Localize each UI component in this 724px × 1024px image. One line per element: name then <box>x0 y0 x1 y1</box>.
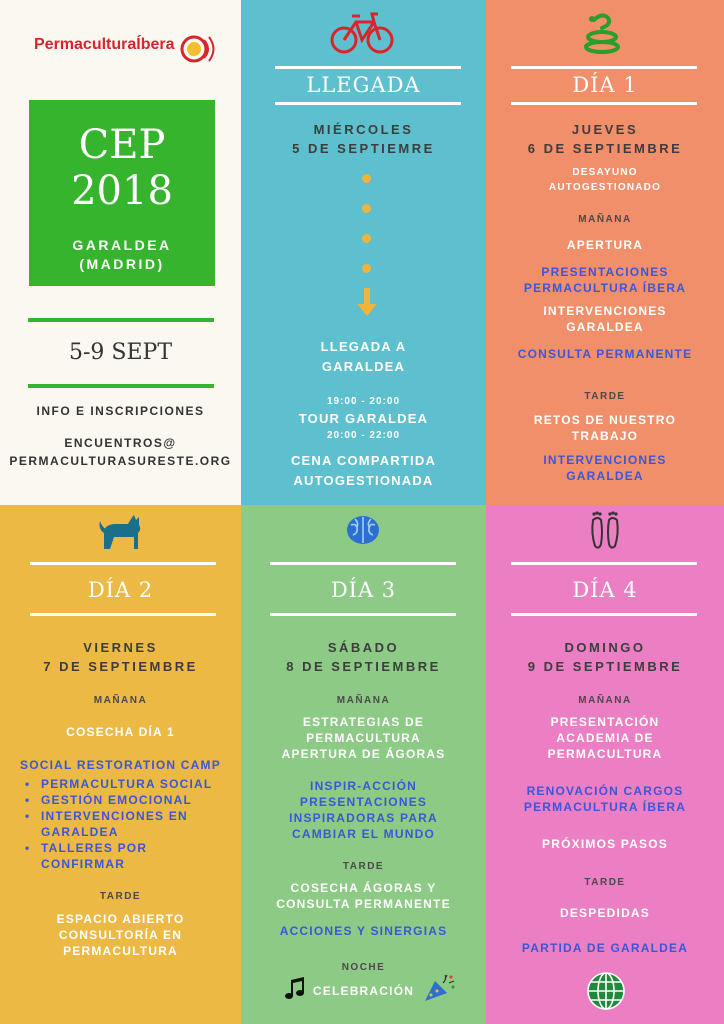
dia3-inspiraccion <box>241 778 486 842</box>
activity-tour: TOUR GARALDEA <box>298 411 429 426</box>
place-line2: (MADRID) <box>79 256 165 272</box>
logo-target-icon <box>180 34 220 64</box>
dia1-intervenciones-tarde <box>486 452 724 484</box>
dia1-intervenciones <box>486 303 724 335</box>
dia3-cosecha <box>241 880 486 912</box>
llegada-bar-top <box>275 66 461 69</box>
intervenciones-line2: GARALDEA <box>566 320 644 334</box>
list-item: • PERMACULTURA SOCIAL <box>19 776 229 792</box>
cosecha-line1: COSECHA ÁGORAS Y <box>290 881 437 895</box>
timeline-dot <box>362 174 371 183</box>
presentacion-line2: ACADEMIA DE <box>556 731 654 745</box>
llegada-bar-bottom <box>275 102 461 105</box>
dia2-heading: DÍA 2 <box>87 578 154 602</box>
logo-text: PermaculturaÍbera <box>34 36 175 53</box>
timeline-dot <box>362 264 371 273</box>
presentaciones-line1: PRESENTACIONES <box>541 265 669 279</box>
cep-place <box>29 236 215 274</box>
dia3-day: SÁBADO <box>327 640 400 655</box>
dia1-presentaciones <box>486 264 724 296</box>
dia4-bar-bottom <box>511 613 697 616</box>
estrategias-line2: PERMACULTURA <box>306 731 421 745</box>
dia1-bar-top <box>511 66 697 69</box>
brain-icon <box>345 513 381 547</box>
snake-icon <box>580 10 626 56</box>
cat-icon <box>96 511 146 555</box>
dia4-panel <box>486 505 724 1024</box>
intro-panel <box>0 0 241 505</box>
intervenciones-tarde-line1: INTERVENCIONES <box>543 453 667 467</box>
dia1-day: JUEVES <box>571 122 639 137</box>
dia2-date: 7 DE SEPTIEMBRE <box>43 659 198 674</box>
dia1-bar-bottom <box>511 102 697 105</box>
cep-title-line1: CEP <box>78 122 166 168</box>
info-label: INFO E INSCRIPCIONES <box>36 404 205 418</box>
dia1-afternoon-label: TARDE <box>584 391 626 402</box>
time2: 20:00 - 22:00 <box>326 430 401 441</box>
dia4-proximos: PRÓXIMOS PASOS <box>542 837 668 851</box>
dia3-date: 8 DE SEPTIEMBRE <box>286 659 441 674</box>
dia4-morning-label: MAÑANA <box>578 695 632 706</box>
dia4-day: DOMINGO <box>564 640 646 655</box>
email-line2[interactable]: PERMACULTURASURESTE.ORG <box>9 454 232 468</box>
inspiraccion-line4: CAMBIAR EL MUNDO <box>292 827 435 841</box>
presentaciones-line2: PERMACULTURA ÍBERA <box>523 281 687 295</box>
dia1-date: 6 DE SEPTIEMBRE <box>527 141 683 156</box>
breakfast-line1: DESAYUNO <box>572 167 638 178</box>
estrategias-line3: APERTURA DE ÁGORAS <box>281 747 446 761</box>
llegada-date: 5 DE SEPTIEMRE <box>292 141 435 156</box>
dia2-camp-title: SOCIAL RESTORATION CAMP <box>20 758 221 772</box>
list-item: • GESTIÓN EMOCIONAL <box>19 792 229 808</box>
llegada-heading: LLEGADA <box>306 73 421 97</box>
dia1-panel <box>486 0 724 505</box>
dia1-morning-label: MAÑANA <box>578 214 632 225</box>
inspiraccion-line3: INSPIRADORAS PARA <box>289 811 438 825</box>
estrategias-line1: ESTRATEGIAS DE <box>302 715 425 729</box>
dia4-partida: PARTIDA DE GARALDEA <box>521 941 689 955</box>
dia3-bar-bottom <box>270 613 456 616</box>
time1: 19:00 - 20:00 <box>326 396 401 407</box>
intervenciones-line1: INTERVENCIONES <box>543 304 667 318</box>
llegada-day: MIÉRCOLES <box>313 122 414 137</box>
dia3-afternoon-label: TARDE <box>342 861 385 872</box>
cosecha-line2: CONSULTA PERMANENTE <box>276 897 451 911</box>
dia4-afternoon-label: TARDE <box>584 877 626 888</box>
intervenciones-tarde-line2: GARALDEA <box>566 469 644 483</box>
cep-title <box>29 122 215 214</box>
dia4-heading: DÍA 4 <box>572 578 638 602</box>
dia4-despedidas: DESPEDIDAS <box>559 906 651 920</box>
activity-cena <box>241 451 486 491</box>
dia2-bar-bottom <box>30 613 216 616</box>
dia3-acciones: ACCIONES Y SINERGIAS <box>279 924 448 938</box>
dia2-day: VIERNES <box>83 640 158 655</box>
espacio-line1: ESPACIO ABIERTO <box>56 912 185 926</box>
dia3-night-label: NOCHE <box>341 962 386 973</box>
cena-line1: CENA COMPARTIDA <box>290 453 437 468</box>
breakfast-line2: AUTOGESTIONADO <box>548 182 662 193</box>
dia2-morning-label: MAÑANA <box>93 695 148 706</box>
dia1-apertura: APERTURA <box>566 238 644 252</box>
llegada-panel <box>241 0 486 505</box>
event-dates: 5-9 SEPT <box>68 340 173 365</box>
dia1-breakfast <box>486 165 724 195</box>
arrow-down-icon <box>355 288 379 318</box>
arrival-line2: GARALDEA <box>321 359 406 374</box>
retos-line1: RETOS DE NUESTRO <box>533 413 677 427</box>
list-item: • INTERVENCIONES EN GARALDEA <box>19 808 229 840</box>
dia2-panel <box>0 505 241 1024</box>
cep-title-line2: 2018 <box>71 168 173 214</box>
renovacion-line1: RENOVACIÓN CARGOS <box>526 784 684 798</box>
divider-top <box>28 318 214 322</box>
dia1-consulta: CONSULTA PERMANENTE <box>517 347 693 361</box>
dia2-espacio <box>0 911 241 959</box>
dia2-bar-top <box>30 562 216 565</box>
dia2-camp-list <box>19 776 229 872</box>
arrival-line1: LLEGADA A <box>320 339 407 354</box>
dia4-renovacion <box>486 783 724 815</box>
timeline-dot <box>362 204 371 213</box>
footprints-icon <box>587 510 623 552</box>
cep-title-box <box>29 100 215 286</box>
dia3-bar-top <box>270 562 456 565</box>
globe-icon <box>586 971 626 1011</box>
dia2-afternoon-label: TARDE <box>99 891 142 902</box>
dia3-heading: DÍA 3 <box>330 578 397 602</box>
logo <box>34 36 175 54</box>
bicycle-icon <box>330 10 394 56</box>
dia1-retos <box>486 412 724 444</box>
dia3-celebracion: CELEBRACIÓN <box>312 984 415 998</box>
dia4-presentacion <box>486 714 724 762</box>
dia4-bar-top <box>511 562 697 565</box>
dia4-date: 9 DE SEPTIEMBRE <box>527 659 683 674</box>
espacio-line2: CONSULTORÍA EN <box>58 928 183 942</box>
presentacion-line1: PRESENTACIÓN <box>550 715 660 729</box>
place-line1: GARALDEA <box>72 237 172 253</box>
dia2-cosecha: COSECHA DÍA 1 <box>66 725 175 739</box>
dia1-heading: DÍA 1 <box>572 73 638 97</box>
espacio-line3: PERMACULTURA <box>63 944 178 958</box>
inspiraccion-line2: PRESENTACIONES <box>299 795 428 809</box>
dia3-morning-label: MAÑANA <box>336 695 391 706</box>
inspiraccion-line1: INSPIR-ACCIÓN <box>310 779 417 793</box>
divider-bottom <box>28 384 214 388</box>
renovacion-line2: PERMACULTURA ÍBERA <box>523 800 687 814</box>
cena-line2: AUTOGESTIONADA <box>293 473 434 488</box>
timeline-dot <box>362 234 371 243</box>
party-popper-icon <box>423 973 457 1003</box>
presentacion-line3: PERMACULTURA <box>547 747 663 761</box>
list-item: • TALLERES POR CONFIRMAR <box>19 840 161 872</box>
dia3-panel <box>241 505 486 1024</box>
retos-line2: TRABAJO <box>571 429 639 443</box>
llegada-arrival <box>241 337 486 377</box>
email-line1[interactable]: ENCUENTROS@ <box>64 436 177 450</box>
dia3-estrategias <box>241 714 486 762</box>
